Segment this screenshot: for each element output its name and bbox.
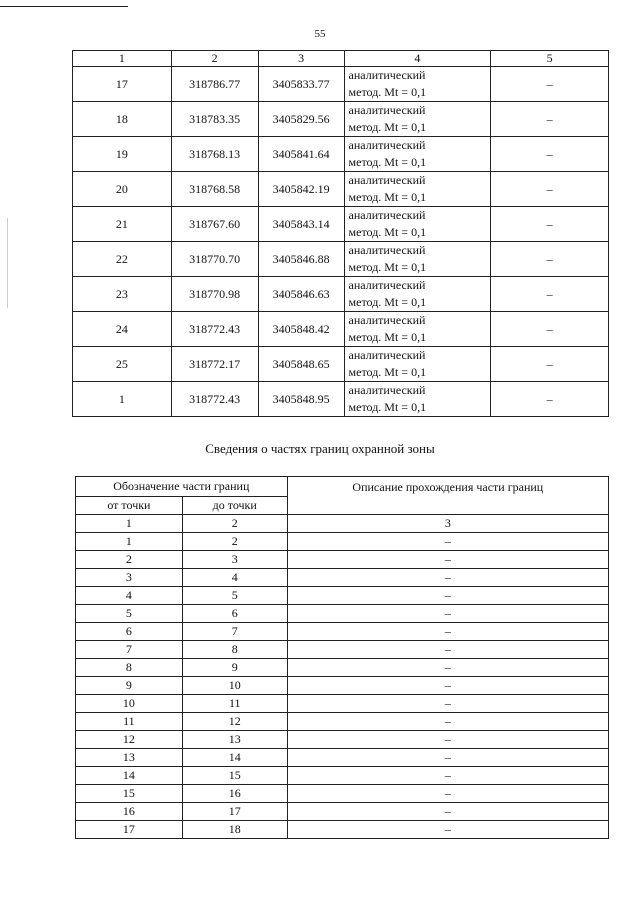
- col-number: 2: [171, 51, 258, 67]
- method-line1: аналитический: [348, 68, 426, 82]
- y-coordinate: 3405843.14: [258, 207, 344, 242]
- method-line2: метод. Mt = 0,1: [348, 330, 427, 344]
- from-point: 4: [76, 587, 183, 605]
- method-line2: метод. Mt = 0,1: [348, 260, 427, 274]
- boundary-part-row: [76, 641, 609, 659]
- to-point: 7: [182, 623, 287, 641]
- part-description: –: [287, 731, 608, 749]
- col-number: 1: [73, 51, 172, 67]
- coordinate-row: [73, 137, 609, 172]
- to-point: 16: [182, 785, 287, 803]
- coordinate-row: [73, 102, 609, 137]
- from-point: 1: [76, 533, 183, 551]
- col-number: 4: [344, 51, 491, 67]
- parts-header-row: [76, 477, 609, 497]
- method-cell: [344, 312, 491, 347]
- x-coordinate: 318772.17: [171, 347, 258, 382]
- description-header: Описание прохождения части границ: [287, 477, 608, 515]
- method-cell: [344, 67, 491, 102]
- part-description: –: [287, 587, 608, 605]
- designation-header: Обозначение части границ: [76, 477, 288, 497]
- part-description: –: [287, 641, 608, 659]
- part-description: –: [287, 605, 608, 623]
- coordinate-row: [73, 172, 609, 207]
- parts-column-numbers: [76, 515, 609, 533]
- coordinate-row: [73, 277, 609, 312]
- to-point: 13: [182, 731, 287, 749]
- method-cell: [344, 382, 491, 417]
- to-point: 6: [182, 605, 287, 623]
- boundary-part-row: [76, 551, 609, 569]
- col5-value: –: [491, 277, 609, 312]
- method-cell: [344, 172, 491, 207]
- part-description: –: [287, 821, 608, 839]
- part-description: –: [287, 569, 608, 587]
- boundary-part-row: [76, 569, 609, 587]
- method-line1: аналитический: [348, 348, 426, 362]
- method-line1: аналитический: [348, 243, 426, 257]
- from-point: 3: [76, 569, 183, 587]
- method-line1: аналитический: [348, 173, 426, 187]
- to-point: 2: [182, 533, 287, 551]
- y-coordinate: 3405848.65: [258, 347, 344, 382]
- to-point-header: до точки: [182, 497, 287, 515]
- coordinates-table: [72, 50, 609, 417]
- method-line1: аналитический: [348, 313, 426, 327]
- method-cell: [344, 242, 491, 277]
- point-number: 22: [73, 242, 172, 277]
- x-coordinate: 318783.35: [171, 102, 258, 137]
- from-point: 2: [76, 551, 183, 569]
- point-number: 20: [73, 172, 172, 207]
- from-point: 16: [76, 803, 183, 821]
- from-point: 8: [76, 659, 183, 677]
- method-cell: [344, 102, 491, 137]
- method-line1: аналитический: [348, 208, 426, 222]
- col-number: 3: [287, 515, 608, 533]
- col5-value: –: [491, 312, 609, 347]
- y-coordinate: 3405848.95: [258, 382, 344, 417]
- to-point: 15: [182, 767, 287, 785]
- point-number: 24: [73, 312, 172, 347]
- to-point: 8: [182, 641, 287, 659]
- method-cell: [344, 277, 491, 312]
- x-coordinate: 318770.98: [171, 277, 258, 312]
- part-description: –: [287, 695, 608, 713]
- coordinates-column-numbers: [73, 51, 609, 67]
- method-line2: метод. Mt = 0,1: [348, 225, 427, 239]
- method-line2: метод. Mt = 0,1: [348, 120, 427, 134]
- margin-mark: [7, 218, 8, 308]
- from-point: 11: [76, 713, 183, 731]
- from-point: 10: [76, 695, 183, 713]
- coordinate-row: [73, 382, 609, 417]
- method-line1: аналитический: [348, 383, 426, 397]
- col-number: 2: [182, 515, 287, 533]
- from-point: 7: [76, 641, 183, 659]
- from-point: 17: [76, 821, 183, 839]
- col5-value: –: [491, 137, 609, 172]
- method-line1: аналитический: [348, 278, 426, 292]
- boundary-part-row: [76, 803, 609, 821]
- to-point: 5: [182, 587, 287, 605]
- part-description: –: [287, 749, 608, 767]
- part-description: –: [287, 803, 608, 821]
- col-number: 3: [258, 51, 344, 67]
- to-point: 9: [182, 659, 287, 677]
- x-coordinate: 318772.43: [171, 382, 258, 417]
- point-number: 21: [73, 207, 172, 242]
- boundary-part-row: [76, 677, 609, 695]
- method-line2: метод. Mt = 0,1: [348, 365, 427, 379]
- page-number: 55: [314, 28, 326, 40]
- x-coordinate: 318768.13: [171, 137, 258, 172]
- y-coordinate: 3405846.63: [258, 277, 344, 312]
- boundary-part-row: [76, 821, 609, 839]
- col-number: 1: [76, 515, 183, 533]
- coordinate-row: [73, 347, 609, 382]
- method-cell: [344, 137, 491, 172]
- col5-value: –: [491, 207, 609, 242]
- boundary-part-row: [76, 605, 609, 623]
- to-point: 14: [182, 749, 287, 767]
- boundary-part-row: [76, 695, 609, 713]
- col5-value: –: [491, 382, 609, 417]
- y-coordinate: 3405842.19: [258, 172, 344, 207]
- col5-value: –: [491, 242, 609, 277]
- to-point: 17: [182, 803, 287, 821]
- part-description: –: [287, 533, 608, 551]
- boundary-part-row: [76, 713, 609, 731]
- top-rule: [0, 6, 128, 7]
- coordinate-row: [73, 312, 609, 347]
- point-number: 17: [73, 67, 172, 102]
- part-description: –: [287, 767, 608, 785]
- boundary-part-row: [76, 659, 609, 677]
- x-coordinate: 318768.58: [171, 172, 258, 207]
- part-description: –: [287, 623, 608, 641]
- method-line1: аналитический: [348, 103, 426, 117]
- method-line2: метод. Mt = 0,1: [348, 190, 427, 204]
- point-number: 23: [73, 277, 172, 312]
- y-coordinate: 3405833.77: [258, 67, 344, 102]
- method-cell: [344, 347, 491, 382]
- y-coordinate: 3405846.88: [258, 242, 344, 277]
- x-coordinate: 318767.60: [171, 207, 258, 242]
- x-coordinate: 318772.43: [171, 312, 258, 347]
- part-description: –: [287, 551, 608, 569]
- from-point: 15: [76, 785, 183, 803]
- to-point: 11: [182, 695, 287, 713]
- from-point: 14: [76, 767, 183, 785]
- method-line2: метод. Mt = 0,1: [348, 85, 427, 99]
- part-description: –: [287, 713, 608, 731]
- boundary-part-row: [76, 749, 609, 767]
- from-point: 6: [76, 623, 183, 641]
- from-point: 9: [76, 677, 183, 695]
- coordinate-row: [73, 242, 609, 277]
- boundary-part-row: [76, 767, 609, 785]
- method-line2: метод. Mt = 0,1: [348, 155, 427, 169]
- point-number: 18: [73, 102, 172, 137]
- x-coordinate: 318786.77: [171, 67, 258, 102]
- y-coordinate: 3405848.42: [258, 312, 344, 347]
- from-point-header: от точки: [76, 497, 183, 515]
- point-number: 1: [73, 382, 172, 417]
- col5-value: –: [491, 102, 609, 137]
- coordinate-row: [73, 207, 609, 242]
- part-description: –: [287, 785, 608, 803]
- part-description: –: [287, 677, 608, 695]
- col-number: 5: [491, 51, 609, 67]
- boundary-part-row: [76, 785, 609, 803]
- method-cell: [344, 207, 491, 242]
- boundary-part-row: [76, 587, 609, 605]
- col5-value: –: [491, 67, 609, 102]
- to-point: 10: [182, 677, 287, 695]
- boundary-part-row: [76, 533, 609, 551]
- from-point: 13: [76, 749, 183, 767]
- to-point: 18: [182, 821, 287, 839]
- boundary-parts-table: [75, 476, 609, 839]
- col5-value: –: [491, 347, 609, 382]
- point-number: 25: [73, 347, 172, 382]
- boundary-part-row: [76, 623, 609, 641]
- y-coordinate: 3405841.64: [258, 137, 344, 172]
- point-number: 19: [73, 137, 172, 172]
- to-point: 12: [182, 713, 287, 731]
- col5-value: –: [491, 172, 609, 207]
- section-title: Сведения о частях границ охранной зоны: [205, 441, 435, 456]
- boundary-part-row: [76, 731, 609, 749]
- method-line2: метод. Mt = 0,1: [348, 295, 427, 309]
- method-line2: метод. Mt = 0,1: [348, 400, 427, 414]
- x-coordinate: 318770.70: [171, 242, 258, 277]
- method-line1: аналитический: [348, 138, 426, 152]
- from-point: 12: [76, 731, 183, 749]
- to-point: 3: [182, 551, 287, 569]
- from-point: 5: [76, 605, 183, 623]
- coordinate-row: [73, 67, 609, 102]
- to-point: 4: [182, 569, 287, 587]
- part-description: –: [287, 659, 608, 677]
- y-coordinate: 3405829.56: [258, 102, 344, 137]
